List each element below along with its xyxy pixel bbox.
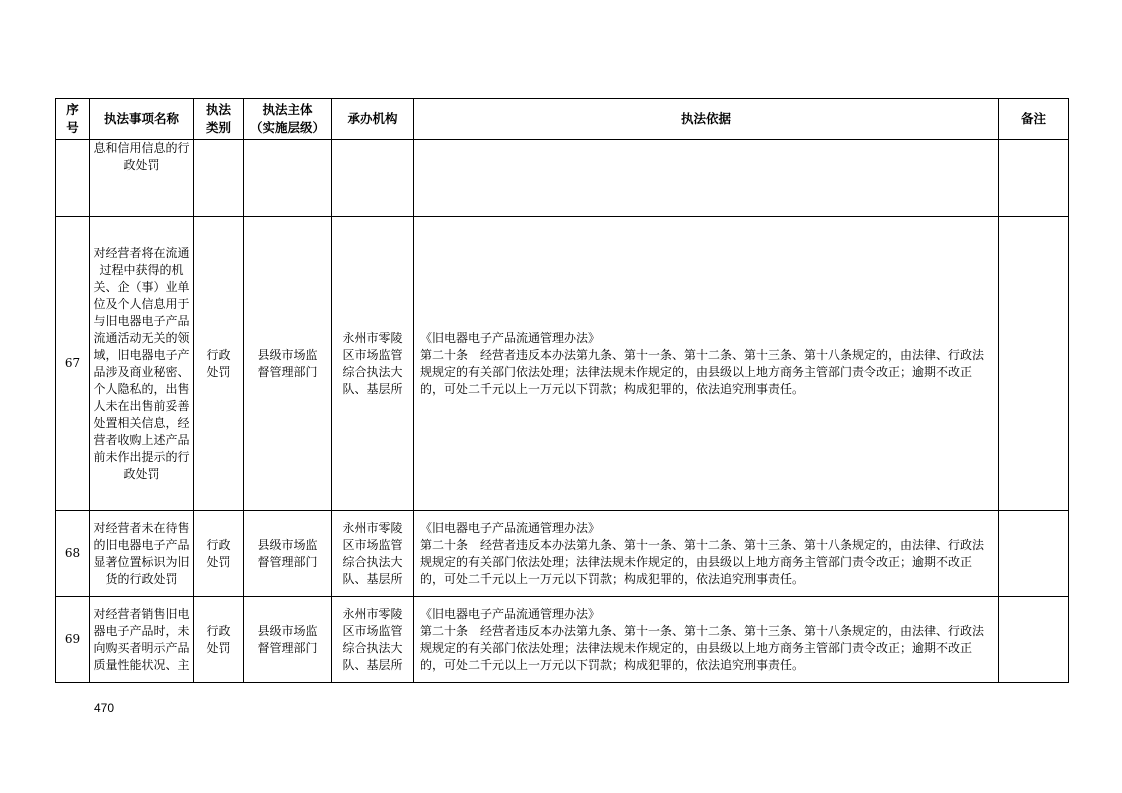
row-seq xyxy=(56,140,90,217)
row-subject: 县级市场监督管理部门 xyxy=(244,597,332,683)
basis-text: 第二十条 经营者违反本办法第九条、第十一条、第十二条、第十三条、第十八条规定的，由法律、行政法规规定的有关部门依法处理；法律法规未作规定的，由县级以上地方商务主管部门责令改正；逾期不改正的，可处二千元以上一万元以下罚款；构成犯罪的，依法追究刑事责任。 xyxy=(420,537,985,586)
row-category xyxy=(194,140,244,217)
row-subject: 县级市场监督管理部门 xyxy=(244,511,332,597)
table-row xyxy=(56,597,1069,683)
row-agency: 永州市零陵区市场监管综合执法大队、基层所 xyxy=(332,217,414,511)
row-category: 行政处罚 xyxy=(194,217,244,511)
row-remark xyxy=(999,597,1069,683)
row-name: 对经营者销售旧电器电子产品时，未向购买者明示产品质量性能状况、主 xyxy=(90,597,194,683)
table-header-row xyxy=(56,99,1069,140)
table-row xyxy=(56,511,1069,597)
basis-text: 第二十条 经营者违反本办法第九条、第十一条、第十二条、第十三条、第十八条规定的，由法律、行政法规规定的有关部门依法处理；法律法规未作规定的，由县级以上地方商务主管部门责令改正；逾期不改正的，可处二千元以上一万元以下罚款；构成犯罪的，依法追究刑事责任。 xyxy=(420,347,985,396)
table-row xyxy=(56,140,1069,217)
row-seq: 67 xyxy=(56,217,90,511)
row-remark xyxy=(999,217,1069,511)
row-remark xyxy=(999,140,1069,217)
header-subject: 执法主体 （实施层级） xyxy=(244,99,332,140)
header-category: 执法 类别 xyxy=(194,99,244,140)
basis-title: 《旧电器电子产品流通管理办法》 xyxy=(420,520,601,535)
row-category: 行政处罚 xyxy=(194,597,244,683)
row-seq: 69 xyxy=(56,597,90,683)
header-name: 执法事项名称 xyxy=(90,99,194,140)
row-name: 对经营者未在待售的旧电器电子产品显著位置标识为旧货的行政处罚 xyxy=(90,511,194,597)
header-agency: 承办机构 xyxy=(332,99,414,140)
row-remark xyxy=(999,511,1069,597)
row-agency xyxy=(332,140,414,217)
row-agency: 永州市零陵区市场监管综合执法大队、基层所 xyxy=(332,511,414,597)
row-subject: 县级市场监督管理部门 xyxy=(244,217,332,511)
header-remark: 备注 xyxy=(999,99,1069,140)
basis-title: 《旧电器电子产品流通管理办法》 xyxy=(420,606,601,621)
row-basis xyxy=(414,597,999,683)
row-agency: 永州市零陵区市场监管综合执法大队、基层所 xyxy=(332,597,414,683)
row-basis xyxy=(414,511,999,597)
header-seq: 序 号 xyxy=(56,99,90,140)
row-seq: 68 xyxy=(56,511,90,597)
row-name: 对经营者将在流通过程中获得的机关、企（事）业单位及个人信息用于与旧电器电子产品流通活动无关的领域，旧电器电子产品涉及商业秘密、个人隐私的，出售人未在出售前妥善处置相关信息，经营者收购上述产品前未作出提示的行政处罚 xyxy=(90,217,194,511)
table-row xyxy=(56,217,1069,511)
page-number: 470 xyxy=(94,701,115,715)
row-basis xyxy=(414,140,999,217)
row-category: 行政处罚 xyxy=(194,511,244,597)
basis-title: 《旧电器电子产品流通管理办法》 xyxy=(420,330,601,345)
row-name: 息和信用信息的行政处罚 xyxy=(90,140,194,217)
row-basis xyxy=(414,217,999,511)
header-basis: 执法依据 xyxy=(414,99,999,140)
row-subject xyxy=(244,140,332,217)
enforcement-table xyxy=(55,98,1069,683)
basis-text: 第二十条 经营者违反本办法第九条、第十一条、第十二条、第十三条、第十八条规定的，由法律、行政法规规定的有关部门依法处理；法律法规未作规定的，由县级以上地方商务主管部门责令改正；逾期不改正的，可处二千元以上一万元以下罚款；构成犯罪的，依法追究刑事责任。 xyxy=(420,623,985,672)
